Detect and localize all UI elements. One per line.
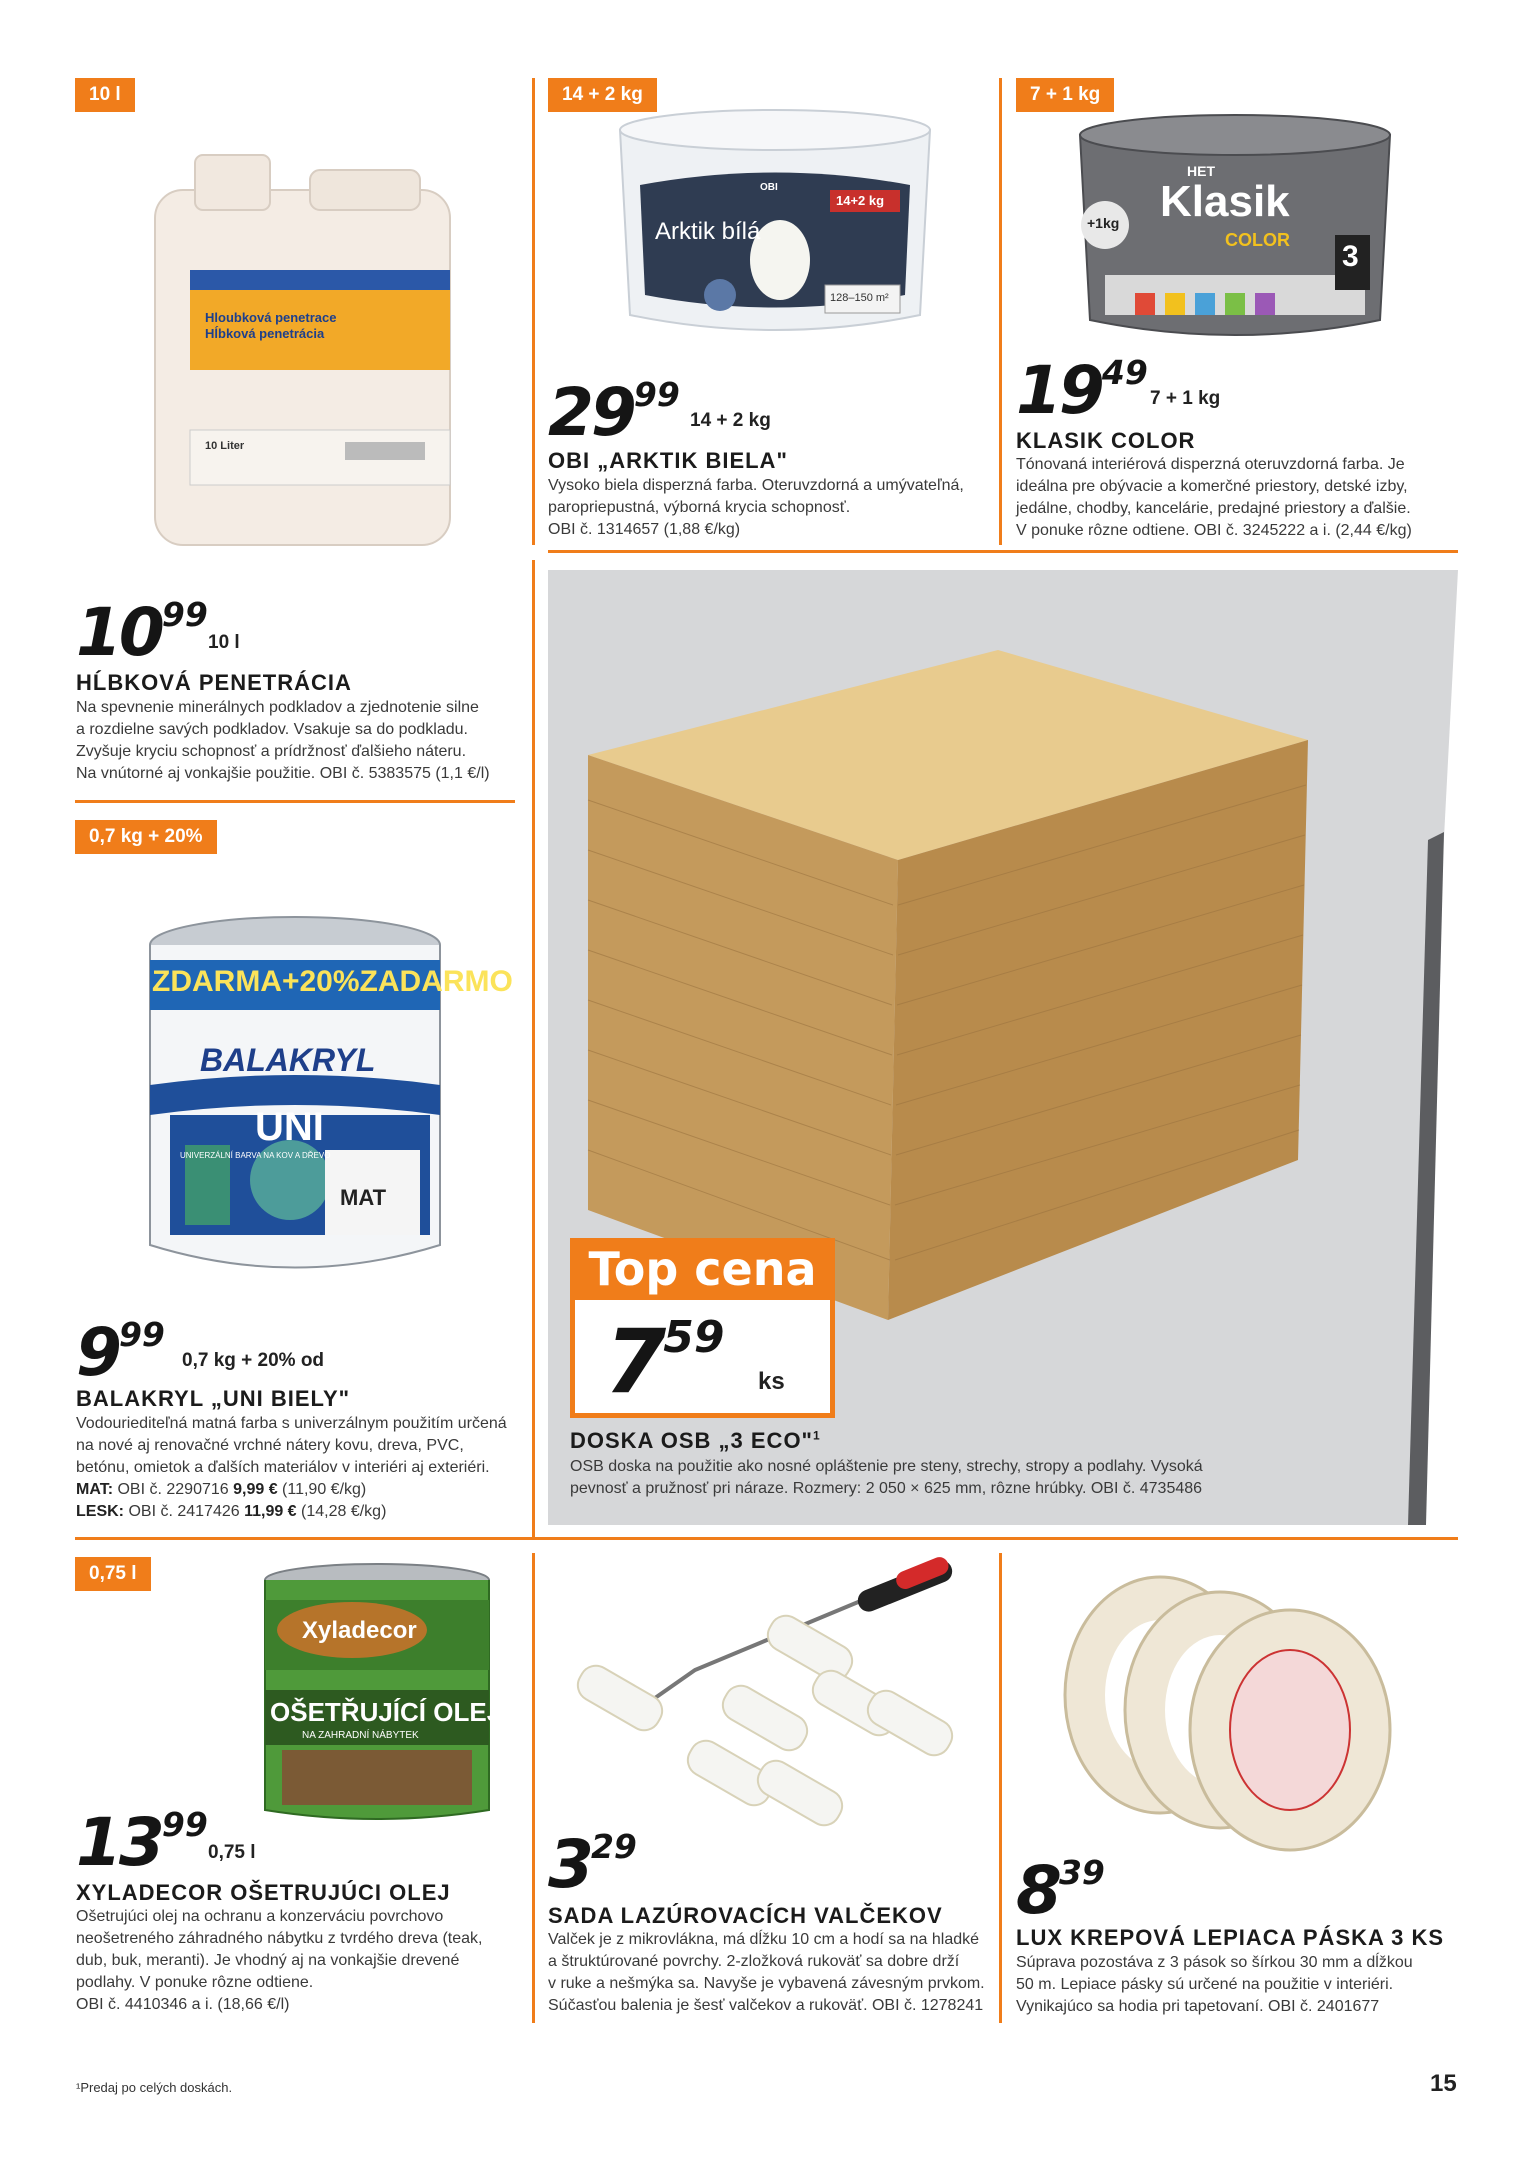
price-main: 8 — [1016, 1852, 1059, 1929]
desc-line: a štruktúrované povrchy. 2-zložková rukoväť sa dobre drží — [548, 1953, 960, 1970]
product-image-rollers — [565, 1560, 965, 1845]
can-brand: BALAKRYL — [200, 1042, 376, 1078]
bucket-plus: +1kg — [1087, 215, 1120, 231]
product-description — [76, 697, 516, 785]
price — [76, 594, 208, 671]
can-uni: UNI — [255, 1105, 324, 1149]
product-image-can-balakryl — [140, 915, 513, 1295]
mat-unit-price: (11,90 €/kg) — [277, 1481, 367, 1498]
desc-line: v ruke a nešmýka sa. Navyše je vybavená závesným prvkom. — [548, 1975, 985, 1992]
price-main: 9 — [76, 1314, 119, 1391]
product-image-bucket-klasik — [1065, 105, 1405, 355]
divider-vertical-middle — [532, 560, 535, 1540]
price-cents: 29 — [590, 1827, 637, 1866]
price — [76, 1804, 208, 1881]
bucket-name: Arktik bílá — [655, 218, 761, 245]
product-title: XYLADECOR OŠETRUJÚCI OLEJ — [76, 1880, 451, 1905]
price-cents: 59 — [663, 1312, 725, 1363]
desc-line: OSB doska na použitie ako nosné opláštenie pre steny, strechy, stropy a podlahy. Vysoká — [570, 1458, 1203, 1475]
price-unit: 14 + 2 kg — [690, 410, 771, 431]
can-brand: Xyladecor — [302, 1617, 417, 1644]
canister-label-line1: Hloubková penetrace — [205, 310, 337, 325]
product-title: BALAKRYL „UNI BIELY" — [76, 1386, 351, 1411]
price-main: 3 — [548, 1826, 591, 1903]
mat-code: OBI č. 2290716 — [113, 1481, 234, 1498]
price-cents: 49 — [1101, 353, 1148, 392]
bucket-sticker: 14+2 kg — [836, 193, 885, 208]
top-price-label: Top cena — [570, 1238, 835, 1300]
divider-vertical-bottom-2 — [999, 1553, 1002, 2023]
desc-line: a rozdielne savých podkladov. Vsakuje sa do podkladu. — [76, 721, 468, 738]
price-main: 10 — [76, 594, 162, 671]
divider-horizontal-left-1 — [75, 800, 515, 803]
desc-line: OBI č. 1314657 (1,88 €/kg) — [548, 521, 741, 538]
price-main: 13 — [76, 1804, 162, 1881]
title-text: DOSKA OSB „3 ECO" — [570, 1428, 813, 1453]
product-image-bucket-arktik — [600, 100, 950, 350]
price-cents: 99 — [118, 1315, 165, 1354]
canister-label-line2: Hĺbková penetrácia — [205, 326, 325, 341]
product-description — [1016, 1952, 1456, 2018]
price-cents: 99 — [633, 375, 680, 414]
mat-label: MAT: — [76, 1481, 114, 1498]
bucket-3: 3 — [1342, 240, 1359, 273]
desc-line: 50 m. Lepiace pásky sú určené na použitie v interiéri. — [1016, 1976, 1394, 1993]
bucket-name: Klasik — [1160, 177, 1290, 226]
price — [548, 374, 680, 451]
desc-line: OBI č. 4410346 a i. (18,66 €/l) — [76, 1996, 290, 2013]
price-unit: 0,7 kg + 20% od — [182, 1350, 325, 1371]
price — [1016, 352, 1148, 429]
divider-vertical-top-1 — [532, 78, 535, 545]
product-description — [570, 1456, 1350, 1500]
desc-line: Na vnútorné aj vonkajšie použitie. OBI č. 5383575 (1,1 €/l) — [76, 765, 490, 782]
desc-line: Na spevnenie minerálnych podkladov a zjednotenie silne — [76, 699, 479, 716]
desc-line-mat — [76, 1479, 526, 1501]
can-sub: NA ZAHRADNÍ NÁBYTEK — [302, 1730, 419, 1741]
price-cents: 39 — [1058, 1853, 1105, 1892]
title-footnote-mark: 1 — [812, 1428, 821, 1443]
size-badge: 7 + 1 kg — [1016, 78, 1114, 112]
desc-line: Vodouriediteľná matná farba s univerzálnym použitím určená — [76, 1415, 507, 1432]
page-number: 15 — [1430, 2070, 1457, 2097]
can-band: ZDARMA+20%ZADARMO — [152, 965, 513, 998]
lesk-price: 11,99 € — [244, 1503, 297, 1520]
price — [605, 1310, 725, 1413]
price-main: 19 — [1016, 352, 1102, 429]
desc-line: Ošetrujúci olej na ochranu a konzerváciu povrchovo — [76, 1908, 444, 1925]
product-image-tape — [1050, 1565, 1430, 1865]
price — [548, 1826, 637, 1903]
mat-price: 9,99 € — [233, 1481, 278, 1498]
product-title: OBI „ARKTIK BIELA" — [548, 448, 788, 473]
bucket-brand: HET — [1187, 163, 1215, 179]
desc-line: neošetreného záhradného nábytku z tvrdého dreva (teak, — [76, 1930, 483, 1947]
desc-line: dub, buk, meranti). Je vhodný aj na vonkajšie drevené — [76, 1952, 460, 1969]
desc-line: Valček je z mikrovlákna, má dĺžku 10 cm a hodí sa na hladké — [548, 1931, 980, 1948]
lesk-unit-price: (14,28 €/kg) — [296, 1503, 387, 1520]
price-main: 7 — [605, 1310, 664, 1413]
desc-line-lesk — [76, 1501, 526, 1523]
can-sub: UNIVERZÁLNÍ BARVA NA KOV A DŘEVO — [180, 1151, 331, 1160]
product-description — [548, 1929, 993, 2017]
price-main: 29 — [548, 374, 634, 451]
product-title: HĹBKOVÁ PENETRÁCIA — [76, 670, 352, 695]
footnote: ¹Predaj po celých doskách. — [76, 2080, 233, 2095]
size-badge: 0,7 kg + 20% — [75, 820, 217, 854]
product-image-can-xyladecor — [262, 1560, 502, 1825]
price-unit: 7 + 1 kg — [1150, 388, 1221, 409]
desc-line: paropriepustná, výborná krycia schopnosť. — [548, 499, 851, 516]
desc-line: jedálne, chodby, kancelárie, predajné priestory a ďalšie. — [1016, 500, 1411, 517]
product-description — [548, 475, 988, 541]
price-unit: ks — [758, 1368, 785, 1395]
desc-line: Vynikajúco sa hodia pri tapetovaní. OBI č. 2401677 — [1016, 1998, 1380, 2015]
desc-line: podlahy. V ponuke rôzne odtiene. — [76, 1974, 314, 1991]
product-title: SADA LAZÚROVACÍCH VALČEKOV — [548, 1903, 943, 1928]
product-description — [1016, 454, 1456, 542]
divider-vertical-bottom-1 — [532, 1553, 535, 2023]
canister-label-liter: 10 Liter — [205, 440, 245, 452]
lesk-code: OBI č. 2417426 — [124, 1503, 245, 1520]
product-image-canister — [135, 150, 465, 560]
divider-vertical-top-2 — [999, 78, 1002, 545]
size-badge: 0,75 l — [75, 1557, 151, 1591]
size-badge: 10 l — [75, 78, 135, 112]
price-unit: 0,75 l — [208, 1842, 256, 1863]
lesk-label: LESK: — [76, 1503, 124, 1520]
divider-horizontal-bottom — [75, 1537, 1458, 1540]
desc-line: Vysoko biela disperzná farba. Oteruvzdorná a umývateľná, — [548, 477, 964, 494]
size-badge: 14 + 2 kg — [548, 78, 657, 112]
desc-line: na nové aj renovačné vrchné nátery kovu, dreva, PVC, — [76, 1437, 464, 1454]
price-unit: 10 l — [208, 632, 240, 653]
bucket-brand: OBI — [760, 182, 778, 193]
can-name: OŠETŘUJÍCÍ OLEJ — [270, 1697, 502, 1727]
desc-line: Súprava pozostáva z 3 pások so šírkou 30 mm a dĺžkou — [1016, 1954, 1413, 1971]
product-description — [76, 1413, 526, 1523]
desc-line: Tónovaná interiérová disperzná oteruvzdorná farba. Je — [1016, 456, 1405, 473]
product-title — [570, 1428, 821, 1454]
price-cents: 99 — [161, 1805, 208, 1844]
desc-line: Súčasťou balenia je šesť valčekov a rukoväť. OBI č. 1278241 — [548, 1997, 984, 2014]
price — [1016, 1852, 1105, 1929]
can-mat: MAT — [340, 1185, 387, 1210]
desc-line: pevnosť a pružnosť pri náraze. Rozmery: 2 050 × 625 mm, rôzne hrúbky. OBI č. 4735486 — [570, 1480, 1203, 1497]
desc-line: ideálna pre obývacie a komerčné priestory, detské izby, — [1016, 478, 1408, 495]
product-description — [76, 1906, 516, 2016]
price-cents: 99 — [161, 595, 208, 634]
desc-line: Zvyšuje kryciu schopnosť a prídržnosť ďalšieho náteru. — [76, 743, 467, 760]
product-title: LUX KREPOVÁ LEPIACA PÁSKA 3 KS — [1016, 1925, 1445, 1950]
desc-line: betónu, omietok a ďalších materiálov v interiéri aj exteriéri. — [76, 1459, 490, 1476]
price — [76, 1314, 165, 1391]
product-title: KLASIK COLOR — [1016, 428, 1196, 453]
desc-line: V ponuke rôzne odtiene. OBI č. 3245222 a i. (2,44 €/kg) — [1016, 522, 1412, 539]
divider-horizontal-top-right — [548, 550, 1458, 553]
bucket-area: 128–150 m² — [830, 292, 889, 304]
bucket-color: COLOR — [1225, 230, 1290, 250]
